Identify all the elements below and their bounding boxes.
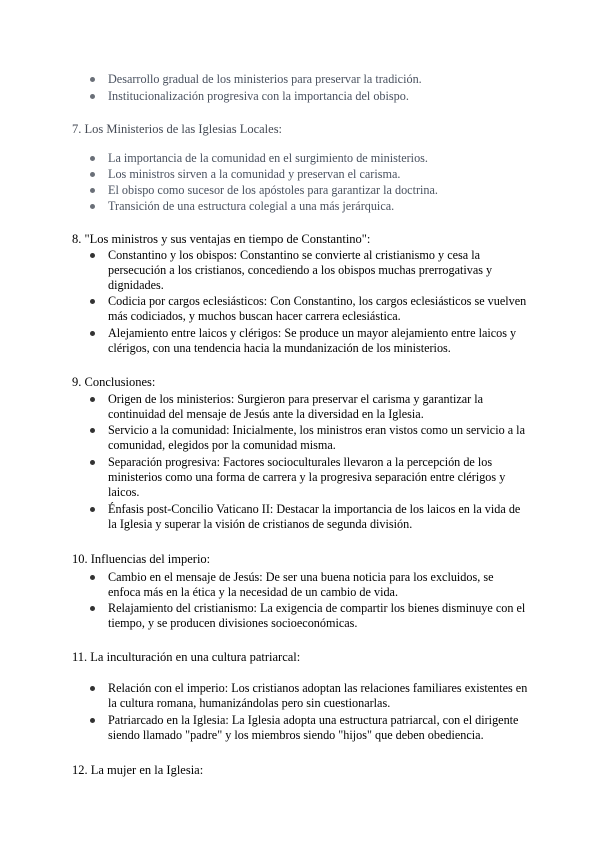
list-item: Codicia por cargos eclesiásticos: Con Constantino, los cargos eclesiásticos se vuelven más codiciados, y muchos buscan hacer carrera eclesiástica. bbox=[108, 294, 528, 324]
bullet-icon bbox=[90, 94, 95, 99]
list-item: Patriarcado en la Iglesia: La Iglesia adopta una estructura patriarcal, con el dirigente siendo llamado "padre" y los miembros siendo "hijos" que deben obediencia. bbox=[108, 713, 528, 743]
bullet-icon bbox=[90, 718, 95, 723]
bullet-icon bbox=[90, 172, 95, 177]
section-12-title: 12. La mujer en la Iglesia: bbox=[72, 763, 204, 777]
list-item: Énfasis post-Concilio Vaticano II: Destacar la importancia de los laicos en la vida de la Iglesia y superar la visión de cristianos de segunda división. bbox=[108, 502, 528, 532]
bullet-icon bbox=[90, 428, 95, 433]
bullet-icon bbox=[90, 460, 95, 465]
section-9-title: 9. Conclusiones: bbox=[72, 375, 156, 389]
section-8-title: 8. "Los ministros y sus ventajas en tiempo de Constantino": bbox=[72, 232, 371, 246]
section-11-title: 11. La inculturación en una cultura patriarcal: bbox=[72, 650, 301, 664]
list-item: Separación progresiva: Factores socioculturales llevaron a la percepción de los ministerios como una forma de carrera y la progresiva separación entre clérigos y laicos. bbox=[108, 455, 528, 501]
list-item: La importancia de la comunidad en el surgimiento de ministerios. bbox=[108, 151, 528, 166]
list-item: Institucionalización progresiva con la importancia del obispo. bbox=[108, 89, 528, 104]
bullet-icon bbox=[90, 299, 95, 304]
bullet-icon bbox=[90, 606, 95, 611]
bullet-icon bbox=[90, 188, 95, 193]
list-item: El obispo como sucesor de los apóstoles para garantizar la doctrina. bbox=[108, 183, 528, 198]
bullet-icon bbox=[90, 575, 95, 580]
bullet-icon bbox=[90, 686, 95, 691]
list-item: Alejamiento entre laicos y clérigos: Se produce un mayor alejamiento entre laicos y clérigos, con una tendencia hacia la mundanización de los ministerios. bbox=[108, 326, 528, 356]
list-item: Cambio en el mensaje de Jesús: De ser una buena noticia para los excluidos, se enfoca más en la ética y la necesidad de un cambio de vida. bbox=[108, 570, 528, 600]
list-item: Servicio a la comunidad: Inicialmente, los ministros eran vistos como un servicio a la comunidad, elegidos por la comunidad misma. bbox=[108, 423, 528, 453]
bullet-icon bbox=[90, 253, 95, 258]
list-item: Origen de los ministerios: Surgieron para preservar el carisma y garantizar la continuidad del mensaje de Jesús ante la diversidad en la Iglesia. bbox=[108, 392, 528, 422]
bullet-icon bbox=[90, 507, 95, 512]
list-item: Los ministros sirven a la comunidad y preservan el carisma. bbox=[108, 167, 528, 182]
bullet-icon bbox=[90, 397, 95, 402]
list-item: Relación con el imperio: Los cristianos adoptan las relaciones familiares existentes en la cultura romana, humanizándolas pero sin cuestionarlas. bbox=[108, 681, 528, 711]
bullet-icon bbox=[90, 331, 95, 336]
list-item: Relajamiento del cristianismo: La exigencia de compartir los bienes disminuye con el tiempo, y se producen divisiones socioeconómicas. bbox=[108, 601, 528, 631]
list-item: Transición de una estructura colegial a una más jerárquica. bbox=[108, 199, 528, 214]
section-10-title: 10. Influencias del imperio: bbox=[72, 552, 211, 566]
bullet-icon bbox=[90, 77, 95, 82]
list-item: Desarrollo gradual de los ministerios para preservar la tradición. bbox=[108, 72, 528, 87]
bullet-icon bbox=[90, 156, 95, 161]
list-item: Constantino y los obispos: Constantino se convierte al cristianismo y cesa la persecución a los cristianos, concediendo a los obispos muchas prerrogativas y dignidades. bbox=[108, 248, 528, 294]
bullet-icon bbox=[90, 204, 95, 209]
section-7-title: 7. Los Ministerios de las Iglesias Locales: bbox=[72, 122, 283, 136]
